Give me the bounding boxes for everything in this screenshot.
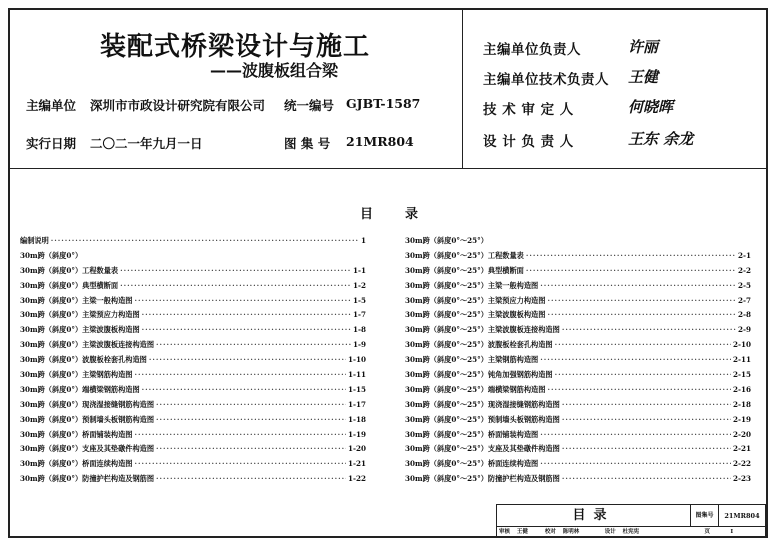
toc-row (20, 385, 366, 400)
toc-entry-label: 30m跨（斜度0°～25°）主梁一般构造图 (405, 280, 539, 290)
toc-entry-label: 30m跨（斜度0°）典型横断面 (20, 280, 119, 290)
toc-leader-dots (547, 310, 736, 319)
toc-entry-page: 1-8 (353, 325, 366, 335)
toc-leader-dots (540, 355, 731, 364)
toc-entry-label: 30m跨（斜度0°～25°） (405, 236, 488, 245)
toc-leader-dots (156, 340, 351, 349)
toc-entry-page: 1-22 (348, 474, 366, 484)
toc-entry-page: 1 (360, 236, 366, 245)
toc-entry-page: 2-1 (738, 250, 751, 260)
toc-leader-dots (156, 400, 346, 409)
toc-row (405, 310, 751, 325)
check-label: 校对 (544, 529, 556, 535)
toc-entry-page: 1-9 (353, 340, 366, 350)
toc-row (405, 415, 751, 430)
toc-leader-dots (142, 385, 346, 394)
toc-row (20, 296, 366, 311)
toc-entry-label: 30m跨（斜度0°）主梁预应力构造图 (20, 310, 140, 320)
toc-row (405, 266, 751, 281)
toc-row (20, 266, 366, 281)
toc-entry-page: 2-10 (733, 340, 751, 350)
toc-row (20, 474, 366, 489)
toc-entry-page: 1-21 (348, 459, 366, 469)
toc-entry-page: 1-20 (348, 444, 366, 454)
toc-row (20, 281, 366, 296)
toc-entry-label: 30m跨（斜度0°）防撞护栏构造及钢筋图 (20, 474, 155, 484)
title-block-atlas-key: 图集号 (691, 505, 719, 527)
responsibles-block (463, 10, 766, 168)
toc-leader-dots (547, 385, 731, 394)
toc-leader-dots (156, 444, 346, 453)
toc-row (405, 325, 751, 340)
check-name: 陈明林 (562, 529, 580, 535)
header-divider (10, 168, 766, 169)
toc-row (20, 340, 366, 355)
editor-unit-label: 主编单位 (26, 98, 77, 113)
toc-leader-dots (156, 474, 346, 483)
toc-entry-label: 30m跨（斜度0°～25°）钝角加强钢筋构造图 (405, 370, 553, 380)
toc-leader-dots (562, 474, 731, 483)
toc-entry-page: 1-17 (348, 399, 366, 409)
toc-leader-dots (562, 325, 736, 334)
audit-name: 王健 (516, 529, 528, 535)
atlas-number: 21MR804 (346, 134, 414, 149)
toc-row (405, 251, 751, 266)
toc-entry-page: 1-18 (348, 414, 366, 424)
signature-tech: 王健 (628, 68, 659, 86)
toc-entry-label: 30m跨（斜度0°～25°）支座及其垫礅件构造图 (405, 444, 560, 454)
toc-entry-label: 30m跨（斜度0°～25°）主梁钢筋构造图 (405, 355, 539, 365)
toc-entry-label: 30m跨（斜度0°） (20, 250, 83, 260)
toc-entry-page: 2-16 (733, 384, 751, 394)
toc-entry-label: 30m跨（斜度0°～25°）现浇湿接缝钢筋构造图 (405, 399, 560, 409)
toc-entry-label: 30m跨（斜度0°～25°）波腹板栓套孔构造图 (405, 340, 553, 350)
toc-entry-page: 2-19 (733, 414, 751, 424)
toc-entry-page: 2-11 (733, 355, 751, 365)
toc-row (20, 310, 366, 325)
toc-entry-page: 2-7 (738, 295, 751, 305)
toc-entry-page: 2-18 (733, 399, 751, 409)
toc-entry-label: 30m跨（斜度0°～25°）工程数量表 (405, 250, 524, 260)
toc-leader-dots (120, 266, 351, 275)
toc-entry-label: 30m跨（斜度0°）桥面铺装构造图 (20, 429, 133, 439)
toc-entry-label: 30m跨（斜度0°）工程数量表 (20, 265, 119, 275)
toc-leader-dots (156, 415, 346, 424)
page-value: I (730, 529, 734, 535)
toc-entry-page: 1-7 (353, 310, 366, 320)
toc-row (405, 430, 751, 445)
toc-row (20, 400, 366, 415)
toc-leader-dots (562, 400, 731, 409)
toc-entry-label: 30m跨（斜度0°）支座及其垫礅件构造图 (20, 444, 155, 454)
signature-editor: 许丽 (628, 38, 659, 56)
toc-row (405, 370, 751, 385)
toc-entry-page: 1-5 (353, 295, 366, 305)
editor-unit: 深圳市市政设计研究院有限公司 (90, 98, 266, 113)
toc-leader-dots (134, 370, 346, 379)
toc-entry-label: 30m跨（斜度0°）主梁波腹板构造图 (20, 325, 140, 335)
toc-row (20, 459, 366, 474)
title-block-signoff-row (497, 527, 765, 537)
resp-role-design: 设 计 负 责 人 (483, 134, 574, 150)
toc-leader-dots (562, 444, 731, 453)
toc-entry-page: 2-23 (733, 474, 751, 484)
toc-entry-label: 30m跨（斜度0°）桥面连续构造图 (20, 459, 133, 469)
resp-role-review: 技 术 审 定 人 (483, 102, 574, 118)
toc-leader-dots (540, 281, 736, 290)
toc-entry-label: 30m跨（斜度0°）波腹板栓套孔构造图 (20, 355, 147, 365)
toc-title-right: 录 (405, 207, 419, 222)
toc-entry-page: 1-10 (348, 355, 366, 365)
toc-leader-dots (526, 251, 736, 260)
toc-row (405, 236, 751, 251)
toc-leader-dots (555, 370, 731, 379)
toc-leader-dots (134, 430, 346, 439)
toc-row (20, 415, 366, 430)
toc-entry-label: 30m跨（斜度0°）现浇湿接缝钢筋构造图 (20, 399, 155, 409)
toc-entry-label: 30m跨（斜度0°～25°）典型横断面 (405, 265, 524, 275)
toc-row (20, 444, 366, 459)
toc-entry-label: 30m跨（斜度0°）主梁波腹板连接构造图 (20, 340, 155, 350)
toc-leader-dots (134, 296, 351, 305)
serial-number: GJBT-1587 (346, 96, 421, 111)
header-left (10, 10, 463, 168)
toc-column-right (405, 236, 751, 489)
toc-entry-page: 2-5 (738, 280, 751, 290)
toc-entry-label: 30m跨（斜度0°）预制墙头板钢筋构造图 (20, 414, 155, 424)
effective-date: 二〇二一年九月一日 (90, 136, 203, 151)
toc-entry-page: 1-2 (353, 280, 366, 290)
toc-leader-dots (540, 430, 731, 439)
toc-leader-dots (134, 459, 346, 468)
toc-entry-page: 2-8 (738, 310, 751, 320)
audit-label: 审核 (499, 529, 511, 535)
toc-entry-label: 30m跨（斜度0°～25°）主梁波腹板连接构造图 (405, 325, 560, 335)
toc-entry-page: 1-1 (353, 265, 366, 275)
toc-row (20, 355, 366, 370)
toc-leader-dots (149, 355, 346, 364)
toc-row (405, 444, 751, 459)
toc-row (20, 370, 366, 385)
design-name: 杜宪宪 (622, 529, 640, 535)
toc-row (405, 385, 751, 400)
toc-entry-label: 30m跨（斜度0°）主梁钢筋构造图 (20, 370, 133, 380)
toc-entry-page: 2-21 (733, 444, 751, 454)
toc-entry-label: 30m跨（斜度0°～25°）桥面连续构造图 (405, 459, 539, 469)
toc-entry-page: 2-20 (733, 429, 751, 439)
signature-design: 王东 余龙 (628, 130, 694, 148)
toc-entry-label: 30m跨（斜度0°～25°）端横梁钢筋构造图 (405, 384, 546, 394)
toc-row (405, 340, 751, 355)
toc-leader-dots (120, 281, 351, 290)
toc-row (20, 236, 366, 251)
title-block-atlas-value: 21MR804 (719, 505, 765, 527)
resp-role-tech: 主编单位技术负责人 (483, 72, 609, 88)
toc-row (20, 430, 366, 445)
toc-row (405, 355, 751, 370)
toc-entry-label: 30m跨（斜度0°）主梁一般构造图 (20, 295, 133, 305)
title-block (496, 504, 766, 538)
atlas-number-label: 图 集 号 (284, 136, 331, 151)
toc-row (405, 281, 751, 296)
toc-leader-dots (142, 325, 351, 334)
toc-entry-page: 2-9 (738, 325, 751, 335)
toc-entry-label: 30m跨（斜度0°～25°）桥面铺装构造图 (405, 429, 539, 439)
date-label: 实行日期 (26, 136, 77, 151)
toc-entry-label: 30m跨（斜度0°）端横梁钢筋构造图 (20, 384, 140, 394)
toc-entry-page: 1-15 (348, 384, 366, 394)
atlas-title: 装配式桥梁设计与施工 (100, 32, 371, 62)
resp-role-editor: 主编单位负责人 (483, 42, 581, 58)
signature-review: 何晓晖 (628, 98, 674, 116)
toc-row (405, 459, 751, 474)
toc-entry-label: 30m跨（斜度0°～25°）主梁预应力构造图 (405, 295, 546, 305)
toc-leader-dots (547, 296, 736, 305)
title-block-main: 目录 (497, 505, 691, 527)
toc-column-left (20, 236, 366, 489)
toc-row (405, 474, 751, 489)
toc-leader-dots (540, 459, 731, 468)
toc-entry-label: 30m跨（斜度0°～25°）预制墙头板钢筋构造图 (405, 414, 560, 424)
toc-entry-page: 2-22 (733, 459, 751, 469)
toc-leader-dots (142, 310, 351, 319)
toc-entry-page: 1-11 (348, 370, 366, 380)
page-label: 页 (704, 529, 711, 535)
toc-row (405, 296, 751, 311)
serial-label: 统一编号 (284, 98, 335, 113)
toc-row (20, 251, 366, 266)
toc-entry-label: 30m跨（斜度0°～25°）防撞护栏构造及钢筋图 (405, 474, 560, 484)
toc-entry-page: 1-19 (348, 429, 366, 439)
toc-entry-page: 2-2 (738, 265, 751, 275)
toc-leader-dots (555, 340, 731, 349)
toc-entry-page: 2-15 (733, 370, 751, 380)
toc-leader-dots (526, 266, 736, 275)
design-label: 设计 (604, 529, 616, 535)
toc-row (405, 400, 751, 415)
toc-leader-dots (562, 415, 731, 424)
toc-entry-label: 编制说明 (20, 236, 49, 245)
toc-title-left: 目 (360, 207, 374, 222)
toc-entry-label: 30m跨（斜度0°～25°）主梁波腹板构造图 (405, 310, 546, 320)
toc-row (20, 325, 366, 340)
atlas-subtitle: ——波腹板组合梁 (210, 61, 339, 80)
toc-leader-dots (51, 236, 359, 245)
